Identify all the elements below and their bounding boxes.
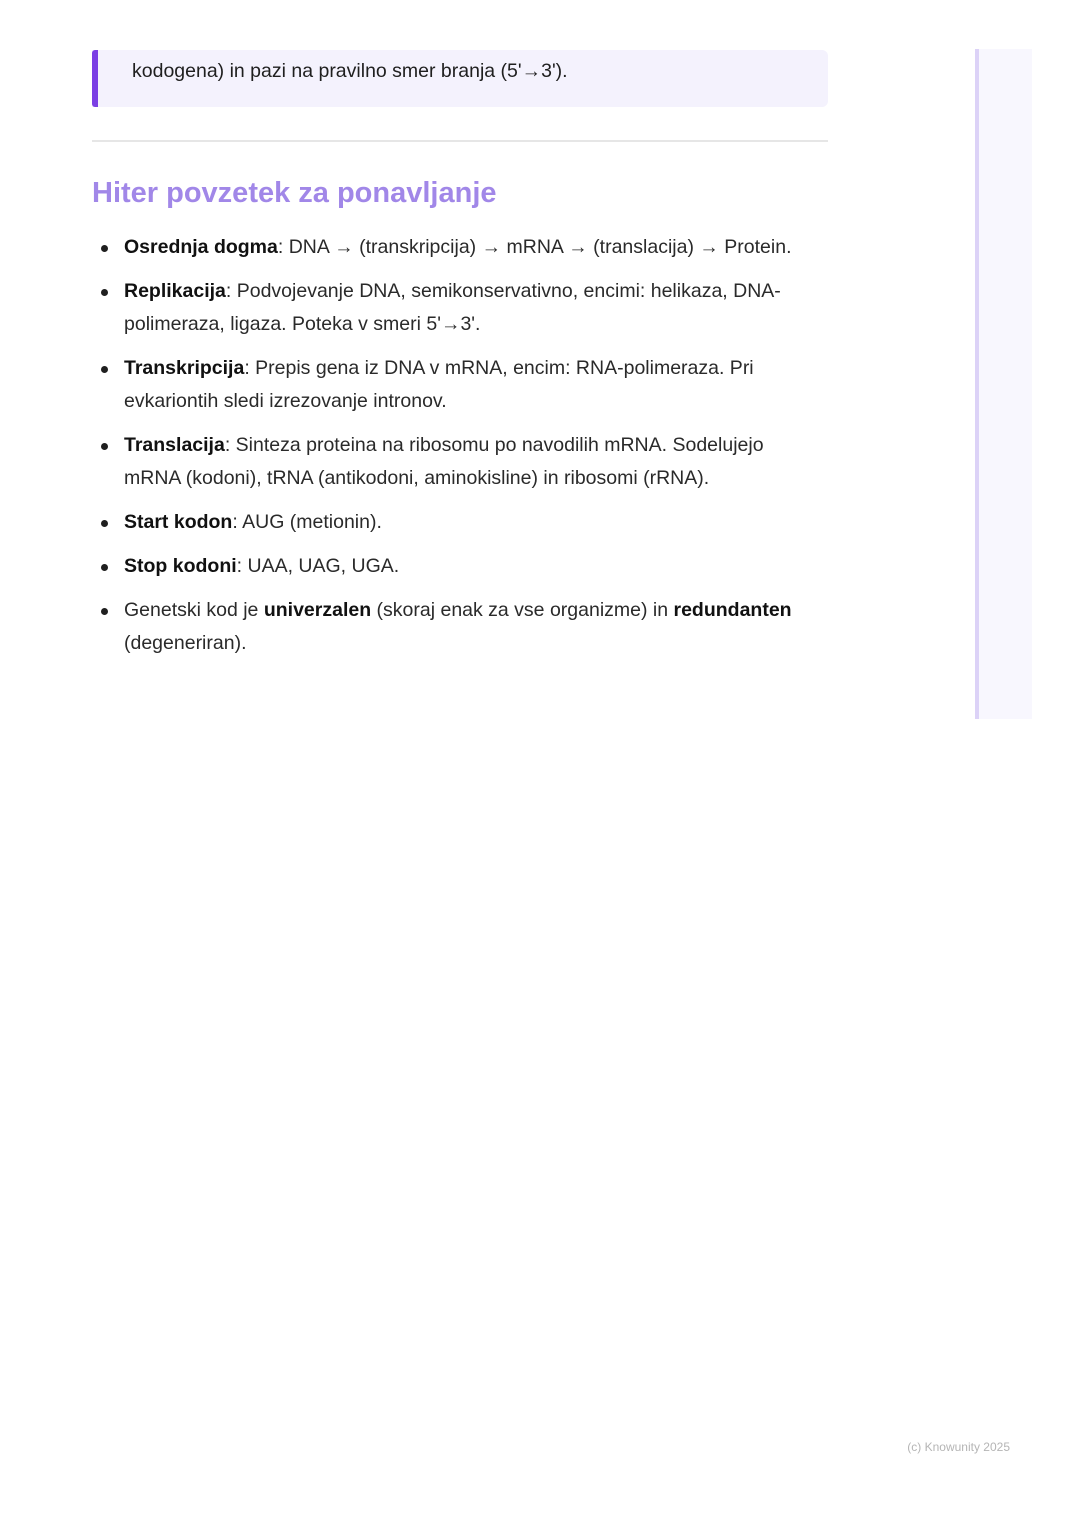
item-text-middle: (skoraj enak za vse organizme) in [371,599,674,621]
item-text: : Prepis gena iz DNA v mRNA, encim: RNA-polimeraza. Pri evkariontih sledi izrezovanje intronov. [124,357,754,412]
list-item [92,429,812,495]
list-item [92,550,812,583]
tip-callout [92,50,828,107]
item-text: : AUG (metionin). [232,511,382,533]
item-term: Translacija [124,434,225,456]
item-text: : Podvojevanje DNA, semikonservativno, encimi: helikaza, DNA-polimeraza, ligaza. Poteka v smeri 5'→3'. [124,280,781,335]
list-item [92,506,812,539]
bullet-icon [101,245,108,252]
item-text-suffix: (degeneriran). [124,632,247,654]
item-term: Start kodon [124,511,233,533]
list-item [92,231,812,264]
list-item [92,594,812,660]
summary-list [92,231,812,671]
item-text: : UAA, UAG, UGA. [236,555,400,577]
copyright-footer: (c) Knowunity 2025 [907,1440,1010,1454]
item-text: : DNA → (transkripcija) → mRNA → (translacija) → Protein. [277,236,792,258]
item-bold-redundanten: redundanten [673,599,792,621]
callout-accent-bar [92,50,98,107]
item-term: Stop kodoni [124,555,237,577]
item-bold-univerzalen: univerzalen [263,599,372,621]
bullet-icon [101,366,108,373]
bullet-icon [101,520,108,527]
item-term: Replikacija [124,280,226,302]
list-item [92,352,812,418]
item-term: Transkripcija [124,357,245,379]
bullet-icon [101,608,108,615]
item-term: Osrednja dogma [124,236,278,258]
bullet-icon [101,564,108,571]
bullet-icon [101,289,108,296]
bullet-icon [101,443,108,450]
summary-heading: Hiter povzetek za ponavljanje [92,177,497,209]
section-divider [92,140,828,142]
callout-text: kodogena) in pazi na pravilno smer branja (5'→3'). [132,60,568,82]
list-item [92,275,812,341]
side-notes-panel [975,49,1032,719]
item-text-prefix: Genetski kod je [124,599,264,621]
item-text: : Sinteza proteina na ribosomu po navodilih mRNA. Sodelujejo mRNA (kodoni), tRNA (antikodoni, aminokisline) in ribosomi (rRNA). [124,434,764,489]
